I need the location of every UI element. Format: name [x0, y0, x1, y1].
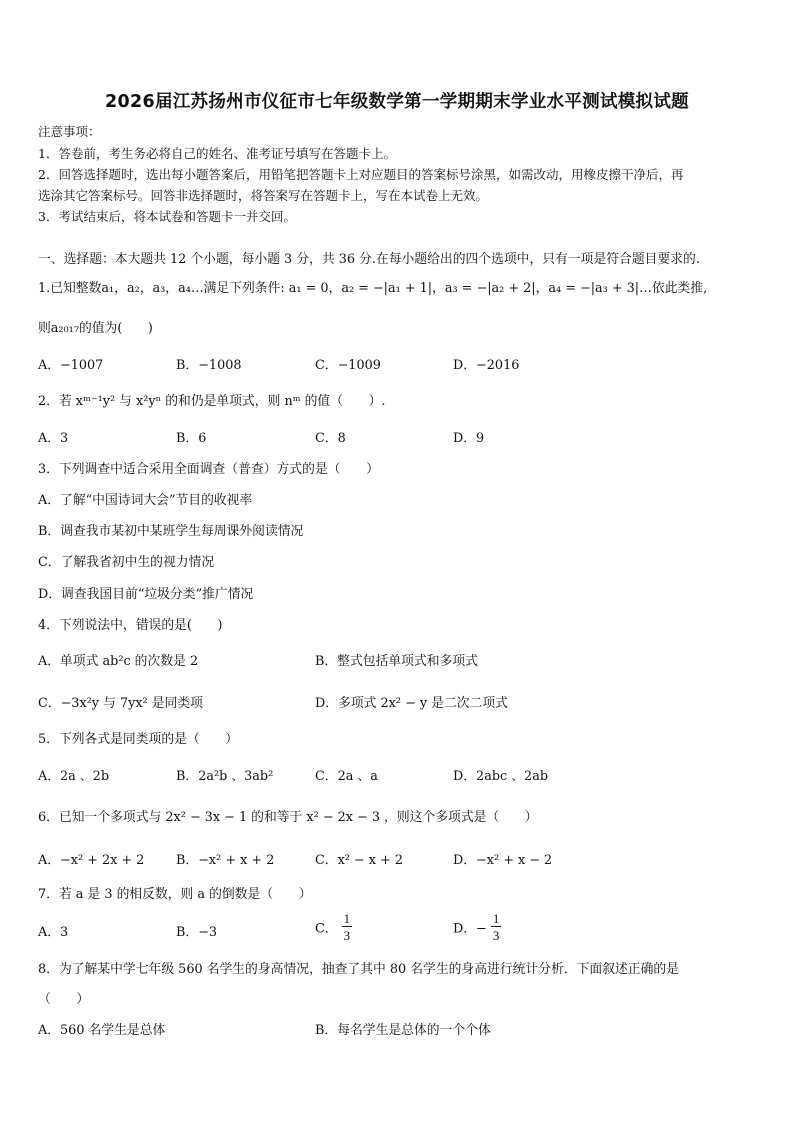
notice-item-1: 1．答卷前，考生务必将自己的姓名、准考证号填写在答题卡上。	[38, 146, 396, 161]
question-3-stem: 3．下列调查中适合采用全面调查（普查）方式的是（ ）	[38, 462, 379, 477]
question-5-stem: 5．下列各式是同类项的是（ ）	[38, 732, 239, 747]
page-title: 2026届江苏扬州市仪征市七年级数学第一学期期末学业水平测试模拟试题	[105, 92, 689, 112]
section-heading: 一、选择题：本大题共 12 个小题，每小题 3 分，共 36 分.在每小题给出的四个选项中，只有一项是符合题目要求的.	[38, 252, 700, 267]
q7-option-c-label: C．	[315, 921, 338, 937]
notice-heading: 注意事项：	[38, 124, 101, 139]
q7-option-d	[453, 912, 501, 942]
q2-option-b: B．6	[176, 431, 207, 446]
q5-option-d: D．2abc 、2ab	[453, 769, 549, 784]
question-8-stem-cont: （ ）	[38, 992, 90, 1007]
q7-option-c	[315, 912, 352, 942]
q2-option-d: D．9	[453, 431, 485, 446]
notice-item-3: 3．考试结束后，将本试卷和答题卡一并交回。	[38, 209, 296, 224]
q6-option-a: A．−x² + 2x + 2	[38, 853, 145, 868]
question-6-stem: 6．已知一个多项式与 2x² − 3x − 1 的和等于 x² − 2x − 3 ，则这个多项式是（ ）	[38, 810, 538, 825]
fraction-denominator: 3	[492, 928, 500, 943]
q4-option-c: C．−3x²y 与 7yx² 是同类项	[38, 696, 203, 711]
question-1-stem-cont: 则a₂₀₁₇的值为( )	[38, 321, 153, 336]
q4-option-b: B．整式包括单项式和多项式	[315, 654, 478, 669]
q4-option-d: D．多项式 2x² − y 是二次二项式	[315, 696, 508, 711]
notice-item-2-cont: 选涂其它答案标号。回答非选择题时，将答案写在答题卡上，写在本试卷上无效。	[38, 188, 489, 203]
fraction-denominator: 3	[343, 928, 351, 943]
q2-option-c: C．8	[315, 431, 346, 446]
q3-option-c: C．了解我省初中生的视力情况	[38, 555, 215, 570]
fraction-one-third	[342, 912, 353, 942]
q5-option-c: C．2a 、a	[315, 769, 378, 784]
q8-option-a: A．560 名学生是总体	[38, 1023, 166, 1038]
question-7-stem: 7．若 a 是 3 的相反数，则 a 的倒数是（ ）	[38, 887, 312, 902]
q3-option-b: B．调查我市某初中某班学生每周课外阅读情况	[38, 524, 304, 539]
q1-option-b: B．−1008	[176, 358, 242, 373]
fraction-numerator: 1	[492, 911, 500, 926]
q6-option-c: C．x² − x + 2	[315, 853, 404, 868]
q7-option-a: A．3	[38, 925, 69, 940]
q1-option-d: D．−2016	[453, 358, 520, 373]
q3-option-a: A．了解“中国诗词大会”节目的收视率	[38, 493, 253, 508]
q8-option-b: B．每名学生是总体的一个个体	[315, 1023, 491, 1038]
question-2-stem: 2．若 xᵐ⁻¹y² 与 x²yⁿ 的和仍是单项式，则 nᵐ 的值（ ）.	[38, 394, 386, 409]
question-8-stem: 8．为了解某中学七年级 560 名学生的身高情况，抽查了其中 80 名学生的身高进行统计分析．下面叙述正确的是	[38, 962, 679, 977]
q1-option-c: C．−1009	[315, 358, 381, 373]
q1-option-a: A．−1007	[38, 358, 104, 373]
q6-option-d: D．−x² + x − 2	[453, 853, 553, 868]
q2-option-a: A．3	[38, 431, 69, 446]
notice-item-2: 2．回答选择题时，选出每小题答案后，用铅笔把答题卡上对应题目的答案标号涂黑，如需改动，用橡皮擦干净后，再	[38, 167, 684, 182]
fraction-numerator: 1	[343, 911, 351, 926]
q5-option-a: A．2a 、2b	[38, 769, 110, 784]
question-4-stem: 4．下列说法中，错误的是( )	[38, 618, 223, 633]
q7-option-b: B．−3	[176, 925, 218, 940]
question-1-stem: 1.已知整数a₁，a₂，a₃，a₄…满足下列条件: a₁ = 0，a₂ = −|a₁ + 1|，a₃ = −|a₂ + 2|，a₄ = −|a₃ + 3|…依此类推,	[38, 281, 708, 296]
q3-option-d: D．调查我国目前“垃圾分类”推广情况	[38, 587, 254, 602]
q5-option-b: B．2a²b 、3ab²	[176, 769, 274, 784]
q7-option-d-label: D．−	[453, 921, 487, 937]
q4-option-a: A．单项式 ab²c 的次数是 2	[38, 654, 199, 669]
q6-option-b: B．−x² + x + 2	[176, 853, 275, 868]
fraction-one-third	[491, 912, 502, 942]
